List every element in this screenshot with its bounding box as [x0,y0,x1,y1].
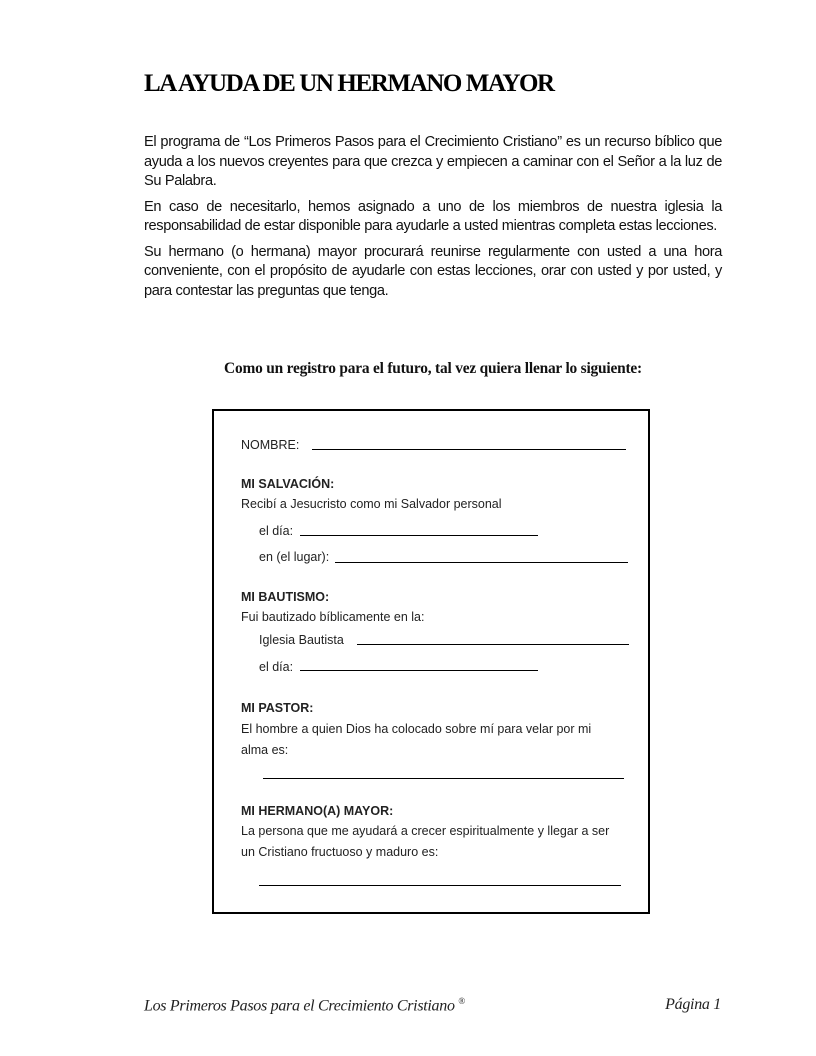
footer-title-text: Los Primeros Pasos para el Crecimiento Cristiano [144,997,455,1015]
footer-book-title [144,996,465,1015]
intro-paragraphs [144,133,722,307]
hermano-text-line2: un Cristiano fructuoso y maduro es: [241,845,439,859]
nombre-label: NOMBRE: [241,438,300,452]
paragraph-program: El programa de “Los Primeros Pasos para el Crecimiento Cristiano” es un recurso bíblico que ayuda a los nuevos creyentes para que crezca y empiecen a caminar con el Señor a la luz de Su Palabra. [144,134,722,189]
registered-mark: ® [458,996,465,1006]
salvacion-dia-label: el día: [259,524,294,538]
hermano-name-field[interactable] [259,885,621,886]
bautismo-iglesia-label: Iglesia Bautista [259,633,344,647]
bautismo-dia-field[interactable] [300,670,538,671]
record-heading: Como un registro para el futuro, tal vez quiera llenar lo siguiente: [224,360,642,377]
salvacion-text: Recibí a Jesucristo como mi Salvador personal [241,497,502,511]
pastor-text-line2: alma es: [241,743,289,757]
bautismo-heading: MI BAUTISMO: [241,590,330,604]
pastor-heading: MI PASTOR: [241,701,314,715]
hermano-text-line1: La persona que me ayudará a crecer espiritualmente y llegar a ser [241,824,610,838]
footer-page-number: Página 1 [665,996,721,1013]
salvacion-lugar-field[interactable] [335,562,628,563]
nombre-field[interactable] [312,449,626,450]
hermano-heading: MI HERMANO(A) MAYOR: [241,804,394,818]
salvacion-lugar-label: en (el lugar): [259,550,330,564]
pastor-name-field[interactable] [263,778,624,779]
salvacion-dia-field[interactable] [300,535,538,536]
pastor-text-line1: El hombre a quien Dios ha colocado sobre mí para velar por mi [241,722,592,736]
paragraph-assignment: En caso de necesitarlo, hemos asignado a uno de los miembros de nuestra iglesia la responsabilidad de estar disponible para ayudarle a usted mientras completa estas lecciones. [144,198,722,234]
page-title: LA AYUDA DE UN HERMANO MAYOR [144,70,554,97]
bautismo-text: Fui bautizado bíblicamente en la: [241,610,425,624]
paragraph-meetings: Su hermano (o hermana) mayor procurará reunirse regularmente con usted a una hora conveniente, con el propósito de ayudarle con estas lecciones, orar con usted y por usted, y para contestar las preguntas que tenga. [144,243,722,299]
record-form-box [212,409,650,914]
salvacion-heading: MI SALVACIÓN: [241,477,335,491]
bautismo-iglesia-field[interactable] [357,644,629,645]
bautismo-dia-label: el día: [259,660,294,674]
